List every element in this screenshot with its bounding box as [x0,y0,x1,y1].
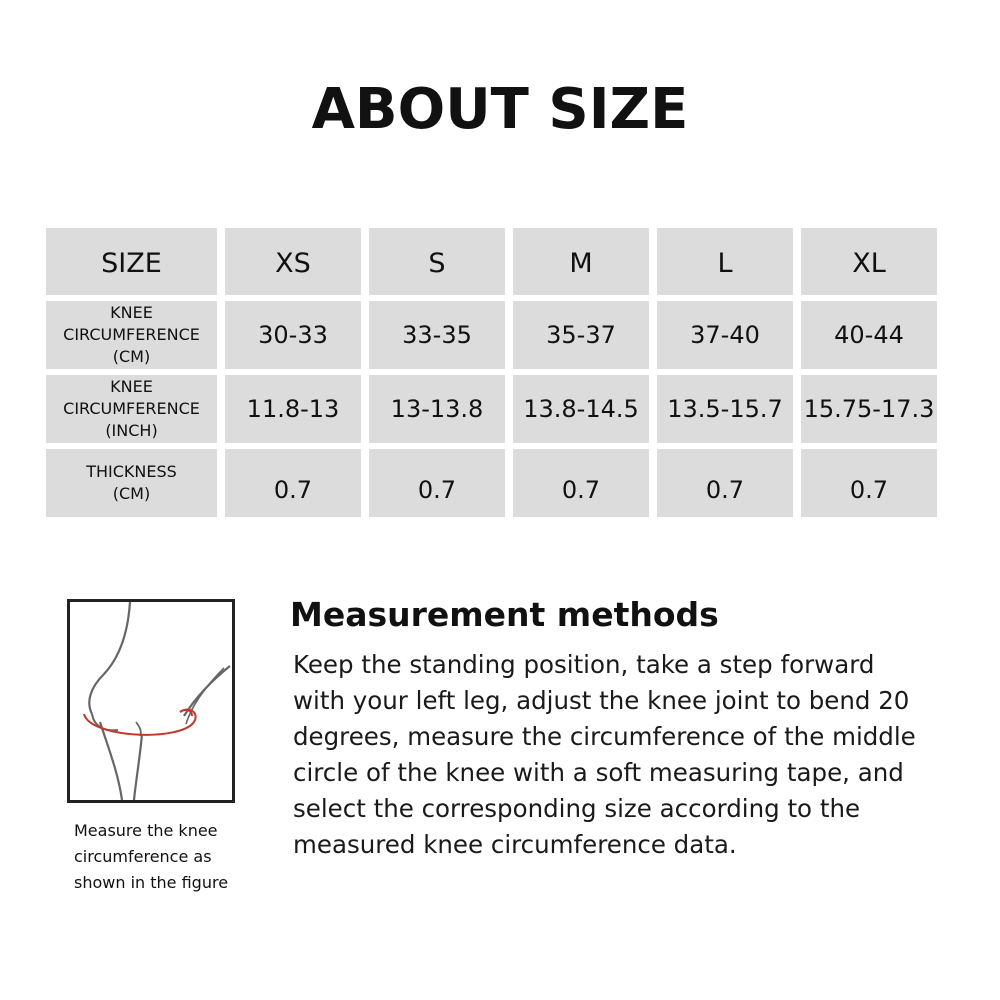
table-cell: 30-33 [225,301,361,369]
table-cell: 37-40 [657,301,793,369]
measurement-line: select the corresponding size according to the [293,794,861,823]
page-title: ABOUT SIZE [311,77,689,142]
size-header-s: S [369,228,505,295]
table-cell: 13.5-15.7 [657,375,793,443]
row-label-knee-inch: KNEE CIRCUMFERENCE (INCH) [46,375,217,443]
measurement-line: measured knee circumference data. [293,830,737,859]
row-label-thickness: THICKNESS (CM) [46,449,217,517]
row-label-knee-cm: KNEE CIRCUMFERENCE (CM) [46,301,217,369]
measurement-text [293,647,973,863]
table-cell: 33-35 [369,301,505,369]
table-cell: 40-44 [801,301,937,369]
table-cell: 11.8-13 [225,375,361,443]
table-cell: 0.7 [657,449,793,517]
table-cell: 0.7 [801,449,937,517]
table-cell: 0.7 [369,449,505,517]
size-header-label: SIZE [46,228,217,295]
measurement-line: circle of the knee with a soft measuring tape, and [293,758,904,787]
table-cell: 13.8-14.5 [513,375,649,443]
size-header-l: L [657,228,793,295]
figure-caption: Measure the knee circumference as shown in the figure [74,821,229,892]
size-header-xs: XS [225,228,361,295]
size-header-xl: XL [801,228,937,295]
knee-illustration-icon [70,602,232,800]
measurement-line: Keep the standing position, take a step forward [293,650,875,679]
measurement-line: degrees, measure the circumference of the middle [293,722,916,751]
measurement-line: with your left leg, adjust the knee joint to bend 20 [293,686,910,715]
measurement-title: Measurement methods [290,595,719,634]
table-cell: 35-37 [513,301,649,369]
table-cell: 0.7 [513,449,649,517]
table-cell: 13-13.8 [369,375,505,443]
size-header-m: M [513,228,649,295]
knee-measurement-figure [67,599,235,803]
table-cell: 15.75-17.3 [801,375,937,443]
size-table [46,228,937,517]
table-cell: 0.7 [225,449,361,517]
